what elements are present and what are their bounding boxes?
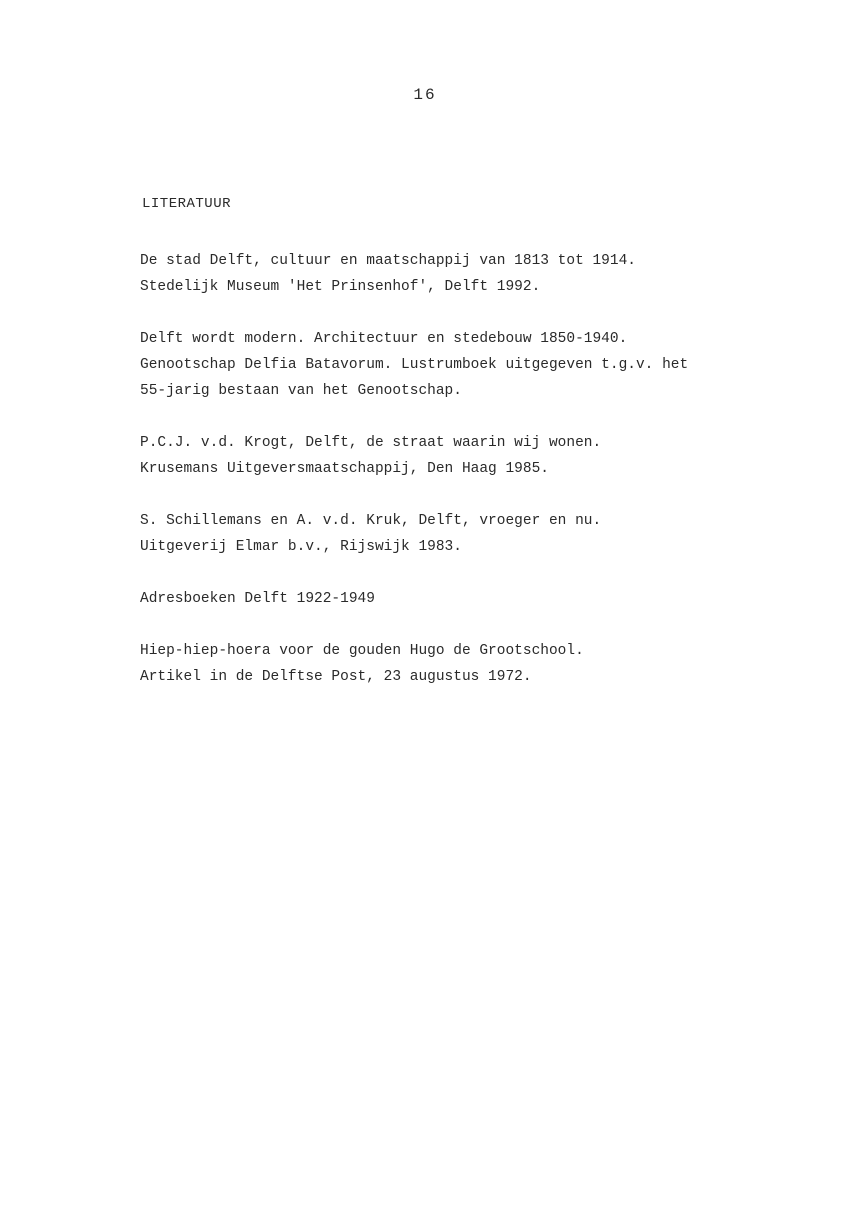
bibliography-entry [140,326,730,404]
entry-line: De stad Delft, cultuur en maatschappij van 1813 tot 1914. [140,253,636,269]
entry-line: Uitgeverij Elmar b.v., Rijswijk 1983. [140,539,462,555]
bibliography-entry [140,638,730,690]
bibliography-entry [140,508,730,560]
bibliography-entry [140,430,730,482]
bibliography-entry [140,248,730,300]
entry-line: S. Schillemans en A. v.d. Kruk, Delft, vroeger en nu. [140,513,602,529]
page-number: 16 [413,86,437,104]
entry-line: Krusemans Uitgeversmaatschappij, Den Haag 1985. [140,461,549,477]
entry-line: Genootschap Delfia Batavorum. Lustrumboek uitgegeven t.g.v. het [140,357,689,373]
entry-line: Adresboeken Delft 1922-1949 [140,591,375,607]
entry-line: P.C.J. v.d. Krogt, Delft, de straat waarin wij wonen. [140,435,602,451]
entry-line: Delft wordt modern. Architectuur en stedebouw 1850-1940. [140,331,628,347]
section-heading: LITERATUUR [142,196,232,212]
bibliography-list [140,248,730,716]
entry-line: Hiep-hiep-hoera voor de gouden Hugo de Grootschool. [140,643,584,659]
entry-line: 55-jarig bestaan van het Genootschap. [140,383,462,399]
entry-line: Artikel in de Delftse Post, 23 augustus 1972. [140,669,532,685]
entry-line: Stedelijk Museum 'Het Prinsenhof', Delft 1992. [140,279,541,295]
bibliography-entry [140,586,730,612]
